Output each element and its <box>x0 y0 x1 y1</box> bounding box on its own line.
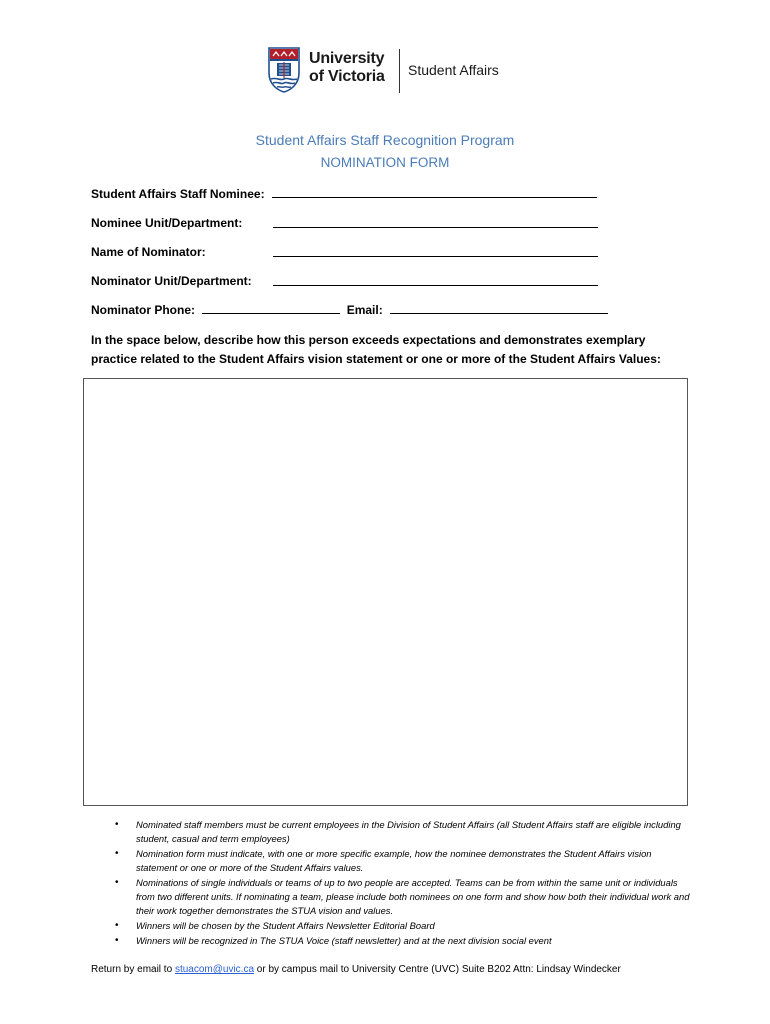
program-title: Student Affairs Staff Recognition Program <box>255 132 515 148</box>
eligibility-notes-list <box>91 818 691 949</box>
form-title: NOMINATION FORM <box>320 155 450 170</box>
field-nominee-unit <box>91 216 242 230</box>
email-label: Email: <box>346 303 383 317</box>
list-item: • Nominated staff members must be current employees in the Division of Student Affairs (all Student Affairs staff are eligible including student, casual and term employees) <box>91 818 691 846</box>
field-nominator-name <box>91 245 206 259</box>
list-item: • Winners will be recognized in The STUA Voice (staff newsletter) and at the next division social event <box>91 934 691 948</box>
nominator-unit-input-line[interactable] <box>273 274 598 286</box>
return-instructions <box>91 964 621 975</box>
nominee-label: Student Affairs Staff Nominee: <box>91 187 265 201</box>
nominator-phone-label: Nominator Phone: <box>91 303 195 317</box>
nominee-unit-input-line[interactable] <box>273 216 598 228</box>
footer-prefix: Return by email to <box>91 964 175 975</box>
footer-suffix: or by campus mail to University Centre (UVC) Suite B202 Attn: Lindsay Windecker <box>254 964 621 975</box>
email-input-line[interactable] <box>390 302 608 314</box>
nominee-input-line[interactable] <box>272 186 597 198</box>
university-name <box>309 50 385 86</box>
nominator-phone-input-line[interactable] <box>202 302 340 314</box>
nominator-name-label: Name of Nominator: <box>91 245 206 259</box>
list-item: • Winners will be chosen by the Student Affairs Newsletter Editorial Board <box>91 919 691 933</box>
logo-divider <box>399 49 400 93</box>
department-name: Student Affairs <box>408 62 499 78</box>
instructions-text: In the space below, describe how this person exceeds expectations and demonstrates exemplary practice related to the Student Affairs vision statement or one or more of the Student Affairs Values: <box>91 333 661 366</box>
description-answer-box[interactable] <box>83 378 688 806</box>
university-name-line1: University <box>309 50 385 67</box>
email-link[interactable]: stuacom@uvic.ca <box>174 964 255 975</box>
uvic-crest-icon <box>268 47 300 93</box>
nominator-unit-label: Nominator Unit/Department: <box>91 274 252 288</box>
nominator-name-input-line[interactable] <box>273 245 598 257</box>
nominee-unit-label: Nominee Unit/Department: <box>91 216 243 230</box>
uvic-logo <box>268 47 508 95</box>
field-nominator-contact <box>91 302 608 317</box>
list-item: • Nominations of single individuals or teams of up to two people are accepted. Teams can be from within the same unit or individuals from two different units. If nominating a team, please include both nominees on one form and show how both their individual work and their work together demonstrates the STUA vision and values. <box>91 876 691 918</box>
field-nominee <box>91 186 597 201</box>
field-nominator-unit <box>91 274 252 288</box>
list-item: • Nomination form must indicate, with one or more specific example, how the nominee demonstrates the Student Affairs vision statement or one or more of the Student Affairs values. <box>91 847 691 875</box>
university-name-line2: of Victoria <box>309 68 385 85</box>
